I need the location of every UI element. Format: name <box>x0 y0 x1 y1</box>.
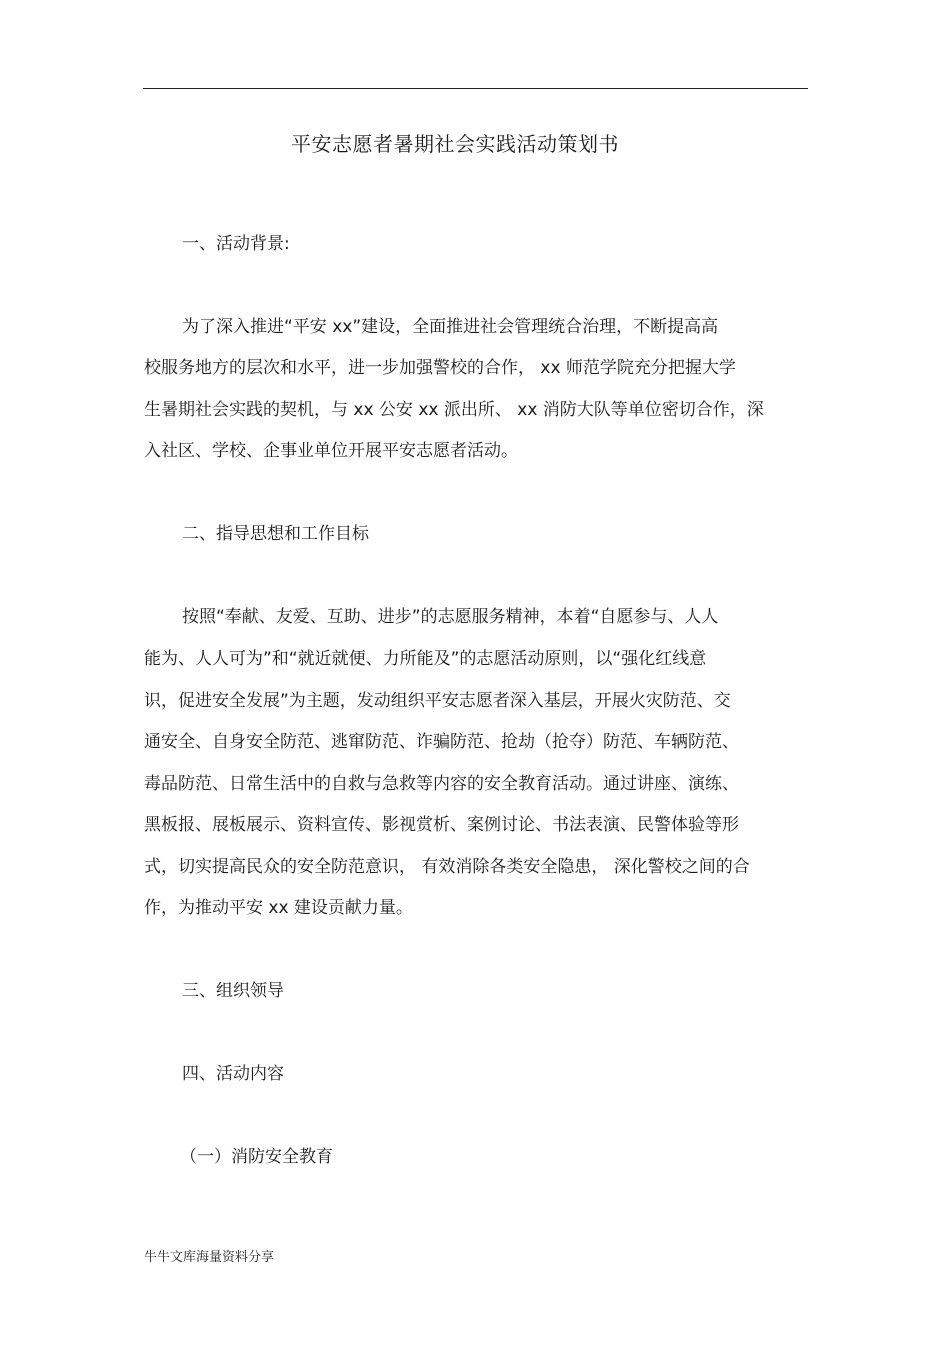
subsection-heading-fire-safety: （一）消防安全教育 <box>180 1147 333 1167</box>
section-heading-content: 四、活动内容 <box>182 1064 284 1084</box>
section-heading-guidance: 二、指导思想和工作目标 <box>182 524 369 544</box>
paragraph-line: 按照“奉献、友爱、互助、进步”的志愿服务精神，本着“自愿参与、人人 <box>182 607 719 627</box>
section-heading-background: 一、活动背景: <box>182 234 290 254</box>
paragraph-line: 毒品防范、日常生活中的自救与急救等内容的安全教育活动。通过讲座、演练、 <box>144 774 739 794</box>
top-rule <box>143 88 808 89</box>
document-title: 平安志愿者暑期社会实践活动策划书 <box>291 132 619 156</box>
paragraph-line: 校服务地方的层次和水平，进一步加强警校的合作， xx 师范学院充分把握大学 <box>144 358 736 378</box>
footer-text: 牛牛文库海量资料分享 <box>144 1250 275 1265</box>
paragraph-line: 生暑期社会实践的契机，与 xx 公安 xx 派出所、 xx 消防大队等单位密切合作，深 <box>144 400 764 420</box>
section-heading-leadership: 三、组织领导 <box>182 981 284 1001</box>
paragraph-line: 通安全、自身安全防范、逃窜防范、诈骗防范、抢劫（抢夺）防范、车辆防范、 <box>144 732 739 752</box>
paragraph-line: 为了深入推进“平安 xx”建设，全面推进社会管理统合治理，不断提高高 <box>182 317 719 337</box>
paragraph-line: 入社区、学校、企事业单位开展平安志愿者活动。 <box>144 441 518 461</box>
paragraph-line: 识，促进安全发展”为主题，发动组织平安志愿者深入基层，开展火灾防范、交 <box>144 691 731 711</box>
paragraph-line: 作，为推动平安 xx 建设贡献力量。 <box>144 898 413 918</box>
paragraph-line: 黑板报、展板展示、资料宣传、影视赏析、案例讨论、书法表演、民警体验等形 <box>144 815 739 835</box>
paragraph-line: 式，切实提高民众的安全防范意识， 有效消除各类安全隐患， 深化警校之间的合 <box>144 857 750 877</box>
paragraph-line: 能为、人人可为”和“就近就便、力所能及”的志愿活动原则，以“强化红线意 <box>144 649 707 669</box>
